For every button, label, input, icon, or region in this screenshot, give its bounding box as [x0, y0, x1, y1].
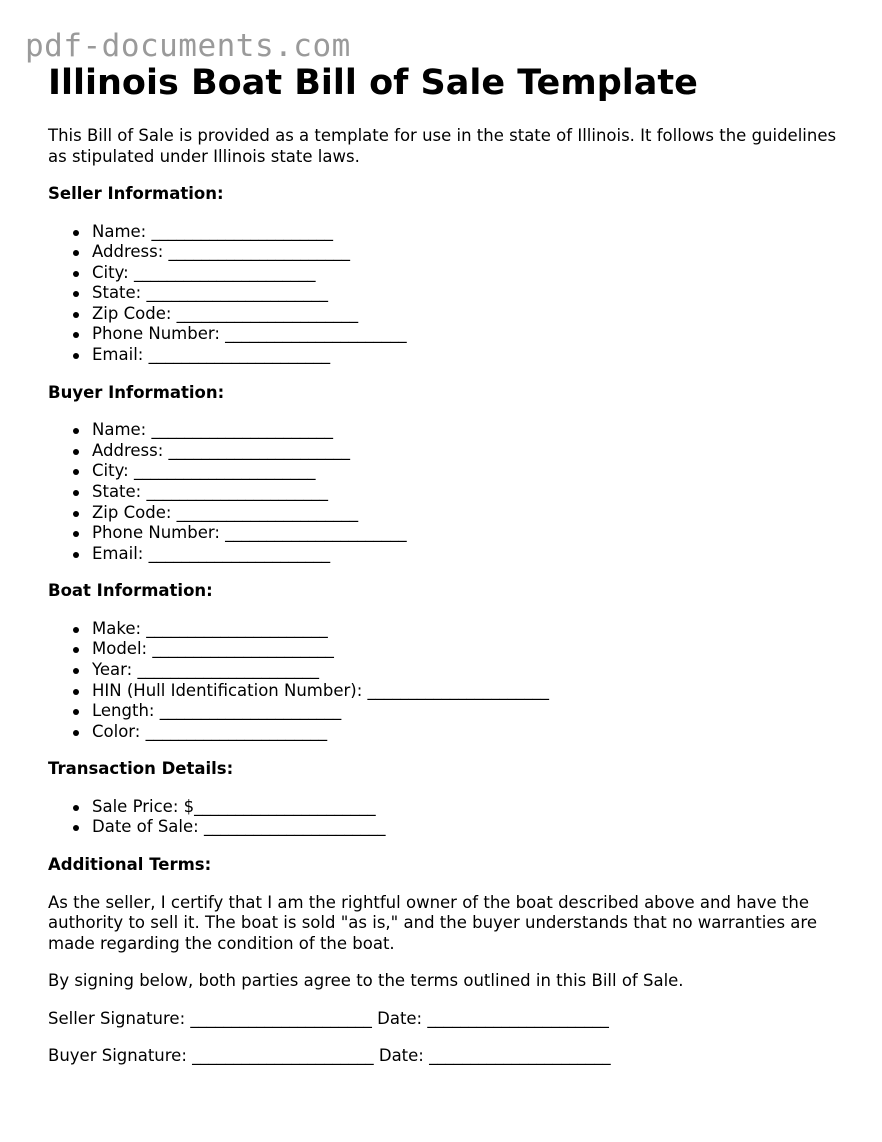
buyer-name-field: Name: ______________________: [92, 420, 848, 441]
boat-hin-field: HIN (Hull Identification Number): ______________________: [92, 681, 848, 702]
seller-signature-line: Seller Signature: ______________________ Date: ______________________: [48, 1008, 609, 1028]
boat-length-field: Length: ______________________: [92, 701, 848, 722]
intro-paragraph: This Bill of Sale is provided as a template for use in the state of Illinois. It follows the guidelines as stipulated under Illinois state laws.: [48, 126, 837, 166]
buyer-city-field: City: ______________________: [92, 461, 848, 482]
seller-zip-field: Zip Code: ______________________: [92, 304, 848, 325]
buyer-field-list: [48, 420, 848, 564]
page-title: Illinois Boat Bill of Sale Template: [48, 63, 698, 103]
seller-heading: Seller Information:: [48, 184, 224, 203]
boat-model-field: Model: ______________________: [92, 639, 848, 660]
boat-color-field: Color: ______________________: [92, 722, 848, 743]
document-body: [48, 60, 848, 1067]
seller-phone-field: Phone Number: ______________________: [92, 324, 848, 345]
buyer-phone-field: Phone Number: ______________________: [92, 523, 848, 544]
seller-address-field: Address: ______________________: [92, 242, 848, 263]
seller-city-field: City: ______________________: [92, 263, 848, 284]
sale-date-field: Date of Sale: ______________________: [92, 817, 848, 838]
buyer-state-field: State: ______________________: [92, 482, 848, 503]
terms-heading: Additional Terms:: [48, 855, 212, 875]
watermark: pdf-documents.com: [25, 28, 351, 64]
seller-field-list: [48, 222, 848, 366]
buyer-zip-field: Zip Code: ______________________: [92, 503, 848, 524]
boat-heading: Boat Information:: [48, 581, 213, 601]
boat-make-field: Make: ______________________: [92, 619, 848, 640]
seller-state-field: State: ______________________: [92, 283, 848, 304]
sale-price-field: Sale Price: $______________________: [92, 797, 848, 818]
seller-name-field: Name: ______________________: [92, 222, 848, 243]
buyer-heading: Buyer Information:: [48, 382, 225, 402]
boat-field-list: [48, 619, 848, 743]
boat-year-field: Year: ______________________: [92, 660, 848, 681]
transaction-heading: Transaction Details:: [48, 759, 234, 779]
buyer-email-field: Email: ______________________: [92, 544, 848, 565]
buyer-signature-line: Buyer Signature: ______________________ Date: ______________________: [48, 1046, 611, 1066]
agreement-paragraph: By signing below, both parties agree to the terms outlined in this Bill of Sale.: [48, 971, 684, 991]
seller-email-field: Email: ______________________: [92, 345, 848, 366]
transaction-field-list: [48, 797, 848, 838]
terms-paragraph: As the seller, I certify that I am the rightful owner of the boat described above and have the authority to sell it. The boat is sold "as is," and the buyer understands that no warranties are made regarding the condition of the boat.: [48, 892, 817, 953]
buyer-address-field: Address: ______________________: [92, 441, 848, 462]
